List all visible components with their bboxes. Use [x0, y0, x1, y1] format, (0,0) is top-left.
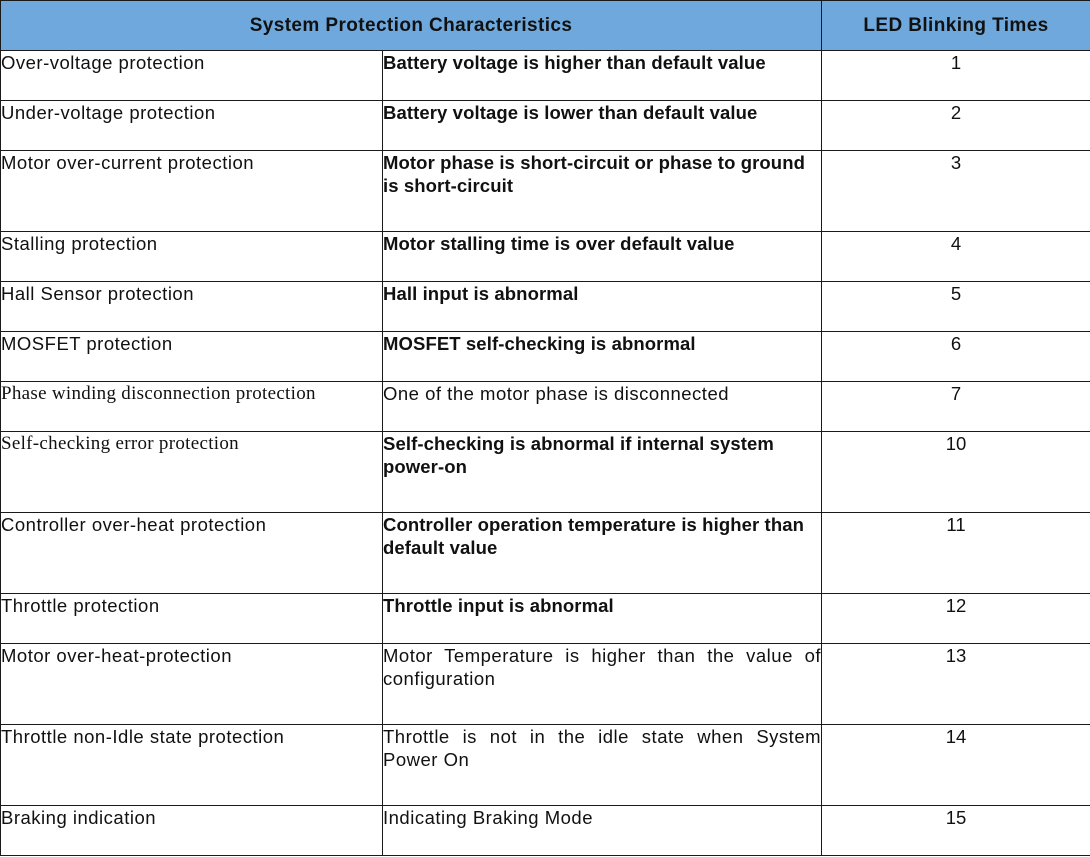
table-row: [1, 644, 1090, 725]
table-row: [1, 101, 1090, 151]
protection-description: One of the motor phase is disconnected: [383, 382, 822, 432]
led-blink-count: 10: [822, 432, 1090, 513]
table-header-row: [1, 1, 1090, 51]
led-blink-count: 14: [822, 725, 1090, 806]
protection-name: Self-checking error protection: [1, 432, 383, 513]
protection-name: Phase winding disconnection protection: [1, 382, 383, 432]
protection-description: Throttle is not in the idle state when System Power On: [383, 725, 822, 806]
led-blink-count: 5: [822, 282, 1090, 332]
table-row: [1, 151, 1090, 232]
table-row: [1, 725, 1090, 806]
table-row: [1, 51, 1090, 101]
protection-description: Self-checking is abnormal if internal system power-on: [383, 432, 822, 513]
led-blink-count: 7: [822, 382, 1090, 432]
protection-description: Motor Temperature is higher than the value of configuration: [383, 644, 822, 725]
protection-description: Indicating Braking Mode: [383, 806, 822, 856]
header-characteristics: System Protection Characteristics: [1, 1, 822, 51]
protection-description: Throttle input is abnormal: [383, 594, 822, 644]
table-row: [1, 513, 1090, 594]
led-blink-count: 4: [822, 232, 1090, 282]
table-row: [1, 432, 1090, 513]
led-blink-count: 2: [822, 101, 1090, 151]
protection-name: Hall Sensor protection: [1, 282, 383, 332]
protection-description: Motor phase is short-circuit or phase to ground is short-circuit: [383, 151, 822, 232]
table-row: [1, 594, 1090, 644]
protection-description: Motor stalling time is over default value: [383, 232, 822, 282]
protection-name: Motor over-heat-protection: [1, 644, 383, 725]
protection-name: Over-voltage protection: [1, 51, 383, 101]
protection-name: MOSFET protection: [1, 332, 383, 382]
table-row: [1, 332, 1090, 382]
protection-description: Controller operation temperature is higher than default value: [383, 513, 822, 594]
led-blink-count: 13: [822, 644, 1090, 725]
protection-name: Throttle non-Idle state protection: [1, 725, 383, 806]
protection-name: Braking indication: [1, 806, 383, 856]
table-row: [1, 382, 1090, 432]
led-blink-count: 1: [822, 51, 1090, 101]
table-row: [1, 806, 1090, 856]
led-blink-count: 12: [822, 594, 1090, 644]
protection-name: Throttle protection: [1, 594, 383, 644]
table-row: [1, 232, 1090, 282]
protection-name: Under-voltage protection: [1, 101, 383, 151]
protection-name: Motor over-current protection: [1, 151, 383, 232]
led-blink-count: 11: [822, 513, 1090, 594]
table-row: [1, 282, 1090, 332]
protection-name: Controller over-heat protection: [1, 513, 383, 594]
led-blink-count: 6: [822, 332, 1090, 382]
led-blink-count: 3: [822, 151, 1090, 232]
protection-description: Battery voltage is higher than default value: [383, 51, 822, 101]
protection-description: Battery voltage is lower than default value: [383, 101, 822, 151]
protection-name: Stalling protection: [1, 232, 383, 282]
protection-description: Hall input is abnormal: [383, 282, 822, 332]
led-blink-count: 15: [822, 806, 1090, 856]
header-led-blinking-times: LED Blinking Times: [822, 1, 1090, 51]
protection-description: MOSFET self-checking is abnormal: [383, 332, 822, 382]
